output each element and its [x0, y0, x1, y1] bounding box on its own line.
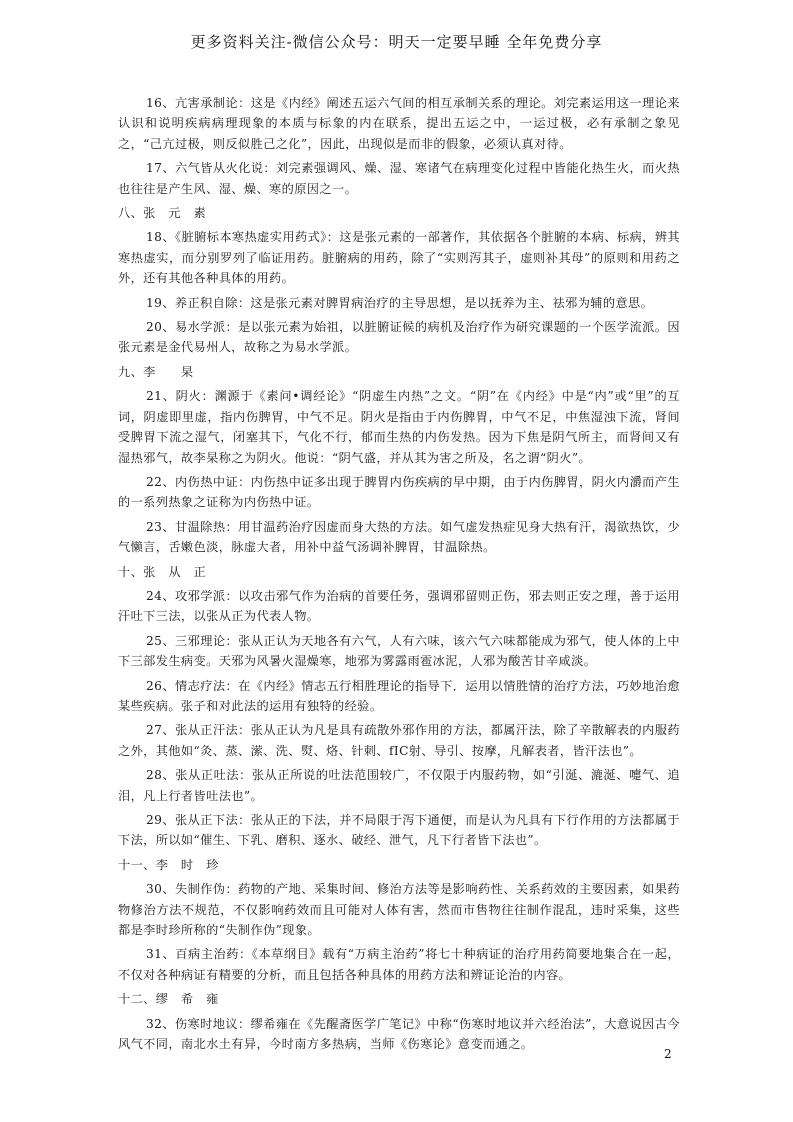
page-header: 更多资料关注-微信公众号：明天一定要早睡 全年免费分享 [190, 33, 603, 51]
paragraph: 19、养正积自除：这是张元素对脾胃病治疗的主导思想，是以抚养为主、祛邪为辅的意思。 [146, 295, 654, 310]
paragraph: 25、三邪理论：张从正认为天地各有六气，人有六味，该六气六味都能成为邪气，使人体的上中下三部发生病变。天邪为风暑火湿燥寒，地邪为雾露雨雹冰泥，人邪为酸苦甘辛咸淡。 [118, 633, 680, 669]
paragraph: 29、张从正下法：张从正的下法，并不局限于泻下通便，而是认为凡具有下行作用的方法都属于下法，所以如“催生、下乳、磨积、逐水、破经、泄气，凡下行者皆下法也”。 [118, 813, 680, 848]
section-heading: 十二、缪 希 雍 [118, 992, 219, 1007]
section-heading: 十、张 从 正 [118, 564, 207, 579]
paragraph: 30、失制作伪：药物的产地、采集时间、修治方法等是影响药性、关系药效的主要因素，如果药物修治方法不规范，不仅影响药效而且可能对人体有害，然而市售物往往制作混乱，违时采集，这些都是李时珍所称的“失制作伪”现象。 [118, 882, 680, 938]
paragraph: 24、攻邪学派：以攻击邪气作为治病的首要任务，强调邪留则正伤，邪去则正安之理，善于运用汗吐下三法，以张从正为代表人物。 [118, 588, 680, 624]
paragraph: 27、张从正汗法：张从正认为凡是具有疏散外邪作用的方法，都属汗法，除了辛散解表的内服药之外，其他如“灸、蒸、潆、洗、熨、烙、针刺、fIC射、导引、按摩，凡解表者，皆汗法也”。 [118, 723, 680, 758]
paragraph: 32、伤寒时地议：缪希雍在《先醒斋医学广笔记》中称“伤寒时地议并六经治法”，大意说因古今风气不同，南北水土有异，今时南方多热病，当师《伤寒论》意变而通之。 [118, 1016, 680, 1052]
paragraph: 23、甘温除热：用甘温药治疗因虚而身大热的方法。如气虚发热症见身大热有汗，渴欲热饮，少气懒言，舌嫩色淡，脉虚大者，用补中益气汤调补脾胃，甘温除热。 [118, 519, 680, 555]
paragraph: 20、易水学派：是以张元素为始祖，以脏腑证候的病机及治疗作为研究课题的一个医学流派。因张元素是金代易州人，故称之为易水学派。 [118, 320, 680, 355]
paragraph: 21、阴火：渊源于《素问•调经论》“阴虚生内热”之文。“阴”在《内经》中是“内”或“里”的互词，阴虚即里虚，指内伤脾胃，中气不足。阴火是指由于内伤脾胃，中气不足，中焦湿浊下流，肾间受脾胃下流之湿气，闭塞其下，气化不行，郁而生热的内伤发热。因为下焦是阴气所主，而肾间又有湿热邪气，故李杲称之为阴火。他说：“阴气盛，并从其为害之所及，名之谓“阴火”。 [118, 389, 680, 465]
paragraph: 22、内伤热中证：内伤热中证多出现于脾胃内伤疾病的早中期，由于内伤脾胃，阴火内灂而产生的一系列热象之证称为内伤热中证。 [118, 474, 680, 510]
section-heading: 十一、李 时 珍 [118, 857, 219, 872]
paragraph: 31、百病主治药：《本草纲目》载有“万病主治药”将七十种病证的治疗用药简要地集合在一起，不仅对各种病证有精要的分析，而且包括各种具体的用药方法和辨证论治的内容。 [118, 947, 680, 982]
paragraph: 18、《脏腑标本寒热虚实用药式》：这是张元素的一部著作，其依据各个脏腑的本病、标病，辨其寒热虚实，而分别罗列了临证用药。脏腑病的用药，除了“实则泻其子，虚则补其母”的原则和用药之外，还有其他各种具体的用药。 [118, 230, 680, 286]
document-body [118, 93, 680, 1058]
section-heading: 九、李 杲 [118, 364, 194, 379]
paragraph: 26、情志疗法：在《内经》情志五行相胜理论的指导下．运用以情胜情的治疗方法，巧妙地治愈某些疾病。张子和对此法的运用有独特的经验。 [118, 678, 680, 713]
section-heading: 八、张 元 素 [118, 206, 207, 221]
paragraph: 28、张从正吐法：张从正所说的吐法范围较广，不仅限于内服药物，如“引涎、漉涎、嚏气、追泪，凡上行者皆吐法也”。 [118, 768, 680, 803]
paragraph: 16、亢害承制论：这是《内经》阐述五运六气间的相互承制关系的理论。刘完素运用这一理论来认识和说明疾病病理现象的本质与标象的内在联系，提出五运之中，一运过极，必有承制之象见之，“己亢过极，则反似胜己之化”，因此，出现似是而非的假象，必须认真对待。 [118, 96, 680, 151]
paragraph: 17、六气皆从火化说：刘完素强调风、燥、湿、寒诸气在病理变化过程中皆能化热生火，而火热也往往是产生风、湿、燥、寒的原因之一。 [118, 161, 680, 196]
page-number: 2 [664, 1047, 672, 1061]
